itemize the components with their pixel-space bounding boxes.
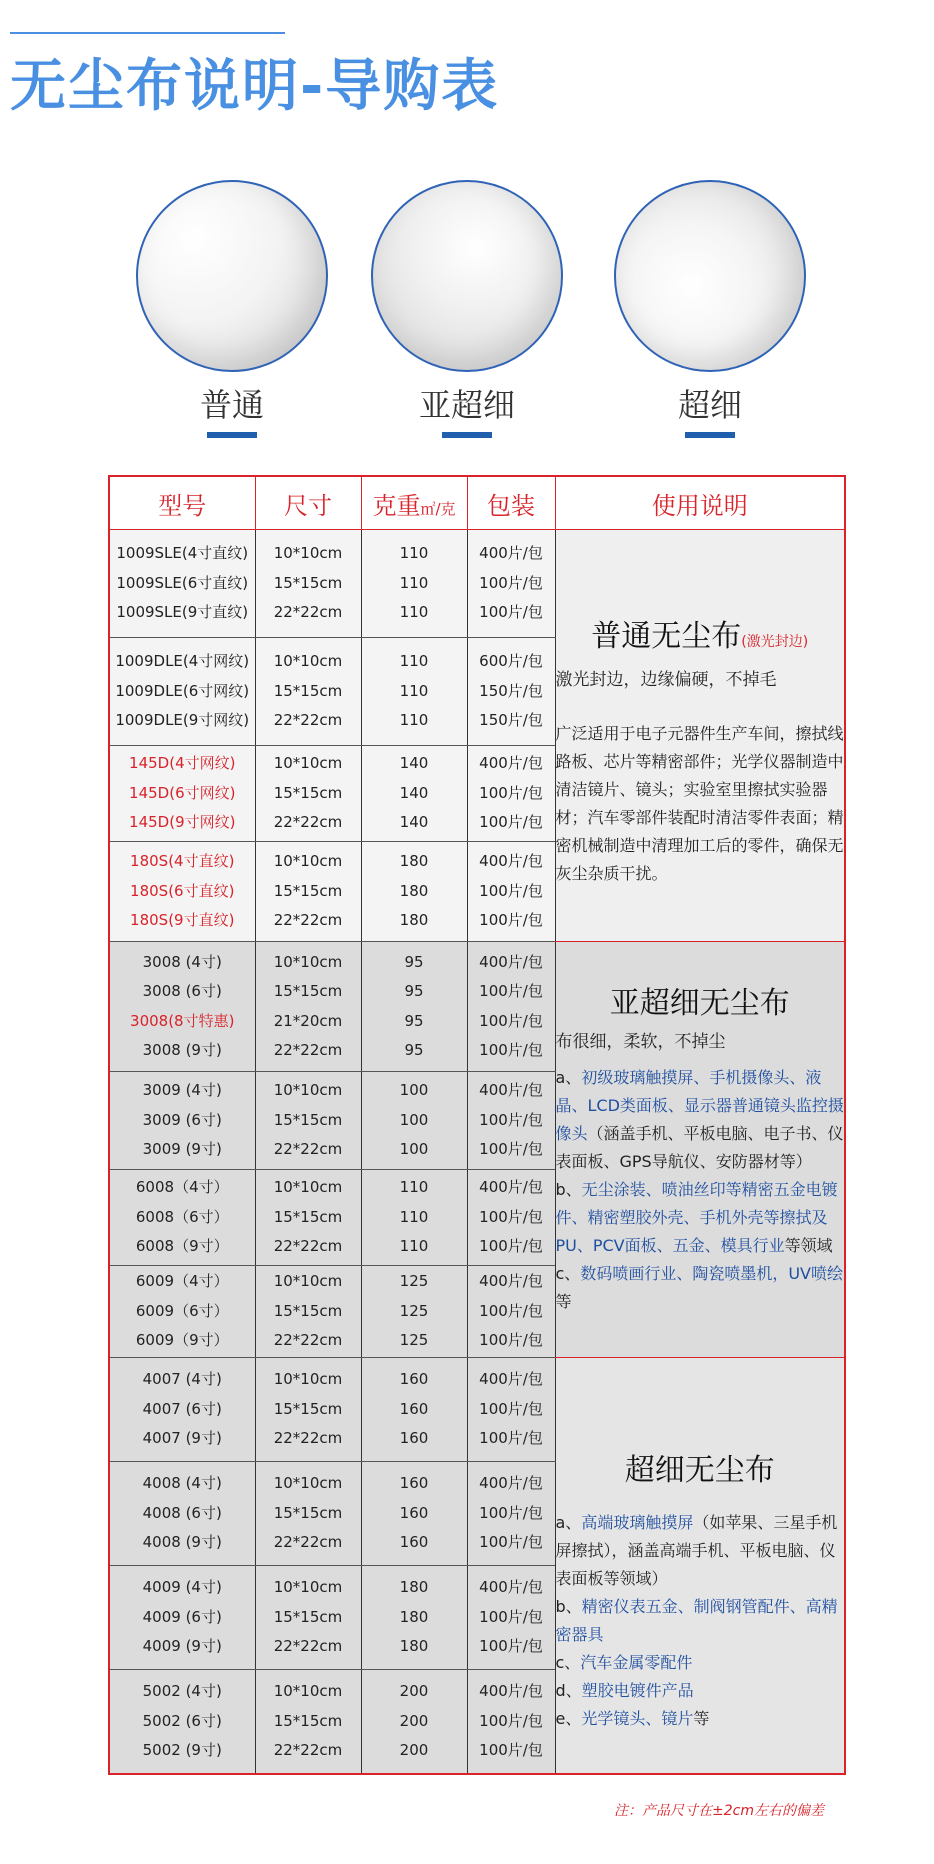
usage-item-highlight: 塑胶电镀件产品 — [581, 1681, 694, 1701]
cell-line: 6009（9寸） — [135, 1331, 229, 1350]
cell-size — [255, 1566, 361, 1670]
cell-line: 4007 (4寸) — [142, 1370, 222, 1389]
cell-line: 180S(6寸直纹) — [130, 881, 235, 900]
cell-line: 180 — [399, 1637, 429, 1656]
usage-item — [556, 1176, 845, 1260]
category-photos — [0, 180, 934, 440]
header-model: 型号 — [109, 476, 255, 530]
cell-pack — [467, 1266, 555, 1358]
cell-line: 10*10cm — [273, 1578, 343, 1597]
cell-line: 100片/包 — [479, 1301, 543, 1320]
cell-line: 125 — [399, 1301, 429, 1320]
cell-size — [255, 1072, 361, 1170]
cell-line: 1009DLE(6寸网纹) — [115, 681, 250, 700]
category-microfiber — [610, 180, 810, 438]
cell-size — [255, 638, 361, 746]
cell-line: 145D(6寸网纹) — [129, 783, 236, 802]
cell-line: 200 — [399, 1741, 429, 1759]
cell-model — [109, 1266, 255, 1358]
cell-model — [109, 638, 255, 746]
cell-line: 10*10cm — [273, 652, 343, 671]
usage-item-rest: （涵盖手机、平板电脑、电子书、仪表面板、GPS导航仪、安防器材等） — [555, 1123, 844, 1171]
usage-item-prefix: d、 — [555, 1681, 582, 1701]
cell-line: 100片/包 — [479, 1429, 543, 1448]
cell-pack — [467, 530, 555, 638]
cell-weight — [361, 530, 467, 638]
cell-size — [255, 842, 361, 942]
category-label: 普通 — [199, 386, 264, 424]
cell-line: 10*10cm — [273, 1272, 343, 1291]
category-underline — [207, 432, 257, 438]
cell-line: 400片/包 — [479, 1272, 543, 1291]
usage-item — [556, 1649, 845, 1677]
cell-line: 110 — [399, 1237, 429, 1256]
cell-line: 110 — [399, 1207, 429, 1226]
cell-line: 400片/包 — [479, 1178, 543, 1197]
cell-line: 110 — [399, 652, 429, 671]
cell-line: 15*15cm — [273, 783, 343, 802]
cell-line: 400片/包 — [479, 1474, 543, 1493]
table-header-row — [109, 476, 845, 530]
cell-line: 5002 (6寸) — [142, 1711, 222, 1730]
usage-title-text: 普通无尘布 — [591, 619, 742, 654]
cell-line: 15*15cm — [273, 1711, 343, 1730]
cell-size — [255, 1170, 361, 1266]
usage-item-rest: 等 — [555, 1291, 572, 1311]
cell-line: 10*10cm — [273, 1682, 343, 1700]
cell-line: 4008 (6寸) — [142, 1503, 222, 1522]
cell-line: 100片/包 — [479, 1741, 543, 1759]
cell-line: 100片/包 — [479, 1637, 543, 1656]
cell-line: 5002 (4寸) — [142, 1682, 222, 1700]
usage-item-rest: 等 — [693, 1709, 710, 1729]
cell-model — [109, 530, 255, 638]
buying-guide-table — [108, 475, 846, 1775]
cell-line: 1009DLE(9寸网纹) — [115, 711, 250, 730]
cell-line: 15*15cm — [273, 1607, 343, 1626]
category-underline — [442, 432, 492, 438]
usage-item-highlight: 高端玻璃触摸屏 — [581, 1513, 694, 1533]
table-row — [109, 942, 845, 1072]
usage-item — [556, 1064, 845, 1176]
cell-line: 3009 (4寸) — [142, 1081, 222, 1100]
cell-size — [255, 1266, 361, 1358]
cell-line: 6008（6寸） — [135, 1207, 229, 1226]
cell-line: 10*10cm — [273, 1178, 343, 1197]
cell-pack — [467, 746, 555, 842]
cell-line: 100片/包 — [479, 1110, 543, 1129]
cloth-photo-microfiber-icon — [614, 180, 806, 372]
cell-model — [109, 842, 255, 942]
cell-weight — [361, 1358, 467, 1462]
cell-line: 15*15cm — [273, 1110, 343, 1129]
cell-line: 140 — [399, 754, 429, 773]
usage-title-text: 亚超细无尘布 — [609, 985, 790, 1021]
cell-line: 180S(9寸直纹) — [130, 911, 235, 930]
usage-summary: 布很细，柔软，不掉尘 — [555, 1031, 726, 1052]
category-ordinary — [132, 180, 332, 438]
header-size: 尺寸 — [255, 476, 361, 530]
cell-line: 100片/包 — [479, 1011, 543, 1030]
cell-line: 100片/包 — [479, 573, 543, 592]
cell-line: 140 — [399, 783, 429, 802]
usage-description — [555, 1358, 845, 1774]
cell-weight — [361, 1266, 467, 1358]
cell-line: 22*22cm — [273, 1140, 343, 1159]
cell-size — [255, 530, 361, 638]
cell-line: 6008（4寸） — [135, 1178, 229, 1197]
cell-weight — [361, 1670, 467, 1774]
table-row — [109, 530, 845, 638]
cell-model — [109, 1566, 255, 1670]
cell-size — [255, 746, 361, 842]
usage-item-prefix: c、 — [555, 1653, 581, 1673]
cell-line: 15*15cm — [273, 1301, 343, 1320]
usage-item — [556, 1509, 845, 1593]
cell-line: 100片/包 — [479, 603, 543, 622]
cloth-photo-sub-microfiber-icon — [371, 180, 563, 372]
usage-item-prefix: b、 — [555, 1179, 582, 1199]
cell-line: 100片/包 — [479, 1207, 543, 1226]
cell-line: 4009 (9寸) — [142, 1637, 222, 1656]
cell-line: 22*22cm — [273, 1741, 343, 1759]
category-label: 超细 — [677, 386, 742, 424]
cell-line: 145D(9寸网纹) — [129, 813, 236, 832]
cell-size — [255, 942, 361, 1072]
cell-line: 400片/包 — [479, 952, 543, 971]
cell-model — [109, 1170, 255, 1266]
cell-line: 15*15cm — [273, 1207, 343, 1226]
usage-item-highlight: 光学镜头、镜片 — [581, 1709, 694, 1729]
page-title: 无尘布说明-导购表 — [10, 54, 500, 119]
cell-weight — [361, 638, 467, 746]
cell-line: 180 — [399, 881, 429, 900]
cell-weight — [361, 1566, 467, 1670]
header-weight-label: 克重 — [372, 491, 421, 520]
cell-model — [109, 1072, 255, 1170]
cell-line: 160 — [399, 1503, 429, 1522]
cell-line: 100片/包 — [479, 1607, 543, 1626]
cell-line: 100片/包 — [479, 1533, 543, 1552]
cell-pack — [467, 1170, 555, 1266]
usage-title — [556, 619, 845, 656]
cell-line: 95 — [404, 952, 424, 971]
cell-model — [109, 1462, 255, 1566]
cell-line: 400片/包 — [479, 754, 543, 773]
cell-pack — [467, 1072, 555, 1170]
cell-line: 10*10cm — [273, 952, 343, 971]
cell-line: 15*15cm — [273, 881, 343, 900]
cell-line: 140 — [399, 813, 429, 832]
cell-line: 1009SLE(6寸直纹) — [116, 573, 249, 592]
cell-line: 200 — [399, 1711, 429, 1730]
cell-line: 3009 (6寸) — [142, 1110, 222, 1129]
cell-line: 6008（9寸） — [135, 1237, 229, 1256]
usage-item-highlight: 精密仪表五金、制阀钢管配件、高精密器具 — [555, 1597, 838, 1645]
cell-line: 100片/包 — [479, 1140, 543, 1159]
usage-title-text: 超细无尘布 — [624, 1453, 775, 1489]
cell-line: 400片/包 — [479, 1682, 543, 1700]
cell-line: 100片/包 — [479, 881, 543, 900]
cell-line: 15*15cm — [273, 1399, 343, 1418]
cell-weight — [361, 1072, 467, 1170]
category-underline — [685, 432, 735, 438]
usage-item-highlight: 数码喷画行业、陶瓷喷墨机，UV喷绘 — [580, 1263, 843, 1283]
cell-line: 3009 (9寸) — [142, 1140, 222, 1159]
cell-size — [255, 1670, 361, 1774]
cell-line: 400片/包 — [479, 544, 543, 563]
cell-line: 21*20cm — [273, 1011, 343, 1030]
usage-item-prefix: e、 — [555, 1709, 582, 1729]
cell-line: 400片/包 — [479, 1081, 543, 1100]
cell-size — [255, 1462, 361, 1566]
cell-line: 4009 (6寸) — [142, 1607, 222, 1626]
cell-line: 4007 (6寸) — [142, 1399, 222, 1418]
cell-line: 100 — [399, 1110, 429, 1129]
cell-line: 22*22cm — [273, 1637, 343, 1656]
cell-line: 100片/包 — [479, 783, 543, 802]
cell-line: 4008 (4寸) — [142, 1474, 222, 1493]
usage-summary: 激光封边，边缘偏硬，不掉毛 — [555, 670, 777, 690]
cell-line: 100片/包 — [479, 1331, 543, 1350]
usage-description — [555, 530, 845, 942]
cell-line: 10*10cm — [273, 754, 343, 773]
usage-item — [556, 1260, 845, 1316]
cell-line: 100片/包 — [479, 911, 543, 930]
cell-line: 180S(4寸直纹) — [130, 852, 235, 871]
cell-weight — [361, 842, 467, 942]
cell-line: 10*10cm — [273, 1370, 343, 1389]
usage-title — [556, 1453, 845, 1489]
cell-line: 400片/包 — [479, 852, 543, 871]
cell-line: 400片/包 — [479, 1578, 543, 1597]
cell-pack — [467, 638, 555, 746]
cell-line: 160 — [399, 1474, 429, 1493]
usage-item-rest: （如苹果、三星手机屏擦拭），涵盖高端手机、平板电脑、仪表面板等领域） — [555, 1513, 838, 1589]
usage-title-sub: (激光封边) — [741, 634, 809, 650]
cell-line: 22*22cm — [273, 603, 343, 622]
header-pack: 包装 — [467, 476, 555, 530]
cell-line: 110 — [399, 711, 429, 730]
usage-item-highlight: 初级玻璃触摸屏、手机摄像头、液晶、LCD类面板、显示器普通镜头监控摄像头 — [555, 1067, 844, 1143]
cell-line: 95 — [404, 1011, 424, 1030]
header-usage: 使用说明 — [555, 476, 845, 530]
cell-line: 110 — [399, 1178, 429, 1197]
cell-weight — [361, 1462, 467, 1566]
cell-line: 1009SLE(4寸直纹) — [116, 544, 249, 563]
usage-item-prefix: c、 — [555, 1263, 581, 1283]
usage-item-prefix: a、 — [555, 1067, 582, 1087]
cell-line: 6009（6寸） — [135, 1301, 229, 1320]
cell-line: 200 — [399, 1682, 429, 1700]
cell-model — [109, 942, 255, 1072]
cell-line: 95 — [404, 982, 424, 1000]
cell-line: 3008 (9寸) — [142, 1041, 222, 1059]
cell-line: 22*22cm — [273, 911, 343, 930]
cell-line: 150片/包 — [479, 681, 543, 700]
cell-line: 160 — [399, 1399, 429, 1418]
cell-line: 4007 (9寸) — [142, 1429, 222, 1448]
cell-line: 180 — [399, 852, 429, 871]
cell-line: 15*15cm — [273, 982, 343, 1000]
cell-line: 10*10cm — [273, 1474, 343, 1493]
cell-line: 22*22cm — [273, 813, 343, 832]
cell-line: 100片/包 — [479, 982, 543, 1000]
cell-line: 400片/包 — [479, 1370, 543, 1389]
size-tolerance-note: 注：产品尺寸在±2cm左右的偏差 — [614, 1803, 824, 1819]
cell-line: 110 — [399, 681, 429, 700]
cell-line: 160 — [399, 1370, 429, 1389]
cell-line: 100片/包 — [479, 1041, 543, 1059]
cell-line: 6009（4寸） — [135, 1272, 229, 1291]
cell-line: 100 — [399, 1081, 429, 1100]
cell-line: 22*22cm — [273, 711, 343, 730]
cell-line: 600片/包 — [479, 652, 543, 671]
cell-line: 110 — [399, 573, 429, 592]
usage-item-highlight: 无尘涂装、喷油丝印等精密五金电镀件、精密塑胶外壳、手机外壳等擦拭及PU、PCV面板、五金、模具行业 — [555, 1179, 838, 1255]
cell-line: 5002 (9寸) — [142, 1741, 222, 1759]
cell-line: 160 — [399, 1429, 429, 1448]
category-sub-microfiber — [367, 180, 567, 438]
cell-line: 3008(8寸特惠) — [130, 1011, 235, 1030]
usage-item-rest: 等领域 — [784, 1235, 833, 1255]
cell-line: 100 — [399, 1140, 429, 1159]
cell-line: 10*10cm — [273, 1081, 343, 1100]
cell-line: 150片/包 — [479, 711, 543, 730]
cell-line: 125 — [399, 1272, 429, 1291]
usage-text: 广泛适用于电子元器件生产车间，擦拭线路板、芯片等精密部件；光学仪器制造中清洁镜片、镜头；实验室里擦拭实验器材；汽车零部件装配时清洁零件表面；精密机械制造中清理加工后的零件，确保无灰尘杂质干扰。 — [555, 724, 844, 883]
table-row — [109, 1358, 845, 1462]
cell-line: 15*15cm — [273, 573, 343, 592]
cell-weight — [361, 1170, 467, 1266]
cloth-photo-ordinary-icon — [136, 180, 328, 372]
cell-line: 100片/包 — [479, 813, 543, 832]
cell-line: 180 — [399, 911, 429, 930]
cell-model — [109, 746, 255, 842]
category-label: 亚超细 — [418, 386, 515, 424]
usage-item-prefix: a、 — [555, 1513, 582, 1533]
cell-size — [255, 1358, 361, 1462]
cell-line: 1009SLE(9寸直纹) — [116, 603, 249, 622]
cell-line: 100片/包 — [479, 1503, 543, 1522]
title-underline — [10, 32, 285, 34]
cell-line: 22*22cm — [273, 1533, 343, 1552]
cell-pack — [467, 1566, 555, 1670]
cell-line: 15*15cm — [273, 1503, 343, 1522]
cell-line: 1009DLE(4寸网纹) — [115, 652, 250, 671]
header-weight-unit: ㎡/克 — [420, 499, 456, 518]
cell-pack — [467, 842, 555, 942]
cell-line: 15*15cm — [273, 681, 343, 700]
cell-line: 22*22cm — [273, 1429, 343, 1448]
usage-description — [555, 942, 845, 1358]
cell-line: 110 — [399, 544, 429, 563]
cell-line: 22*22cm — [273, 1331, 343, 1350]
cell-pack — [467, 1670, 555, 1774]
cell-line: 180 — [399, 1607, 429, 1626]
cell-line: 100片/包 — [479, 1711, 543, 1730]
cell-line: 22*22cm — [273, 1041, 343, 1059]
cell-line: 22*22cm — [273, 1237, 343, 1256]
usage-item-prefix: b、 — [555, 1597, 582, 1617]
cell-weight — [361, 746, 467, 842]
usage-item — [556, 1705, 845, 1733]
cell-line: 125 — [399, 1331, 429, 1350]
cell-line: 160 — [399, 1533, 429, 1552]
cell-model — [109, 1670, 255, 1774]
cell-line: 100片/包 — [479, 1237, 543, 1256]
cell-model — [109, 1358, 255, 1462]
cell-line: 100片/包 — [479, 1399, 543, 1418]
cell-pack — [467, 1358, 555, 1462]
cell-line: 4009 (4寸) — [142, 1578, 222, 1597]
usage-item — [556, 1677, 845, 1705]
cell-pack — [467, 942, 555, 1072]
usage-title — [556, 985, 845, 1021]
usage-item-highlight: 汽车金属零配件 — [580, 1653, 693, 1673]
cell-line: 3008 (4寸) — [142, 952, 222, 971]
header-weight — [361, 476, 467, 530]
cell-line: 10*10cm — [273, 544, 343, 563]
cell-pack — [467, 1462, 555, 1566]
cell-line: 180 — [399, 1578, 429, 1597]
usage-item — [556, 1593, 845, 1649]
cell-line: 3008 (6寸) — [142, 982, 222, 1000]
cell-line: 145D(4寸网纹) — [129, 754, 236, 773]
cell-line: 10*10cm — [273, 852, 343, 871]
cell-line: 4008 (9寸) — [142, 1533, 222, 1552]
cell-line: 110 — [399, 603, 429, 622]
cell-line: 95 — [404, 1041, 424, 1059]
cell-weight — [361, 942, 467, 1072]
